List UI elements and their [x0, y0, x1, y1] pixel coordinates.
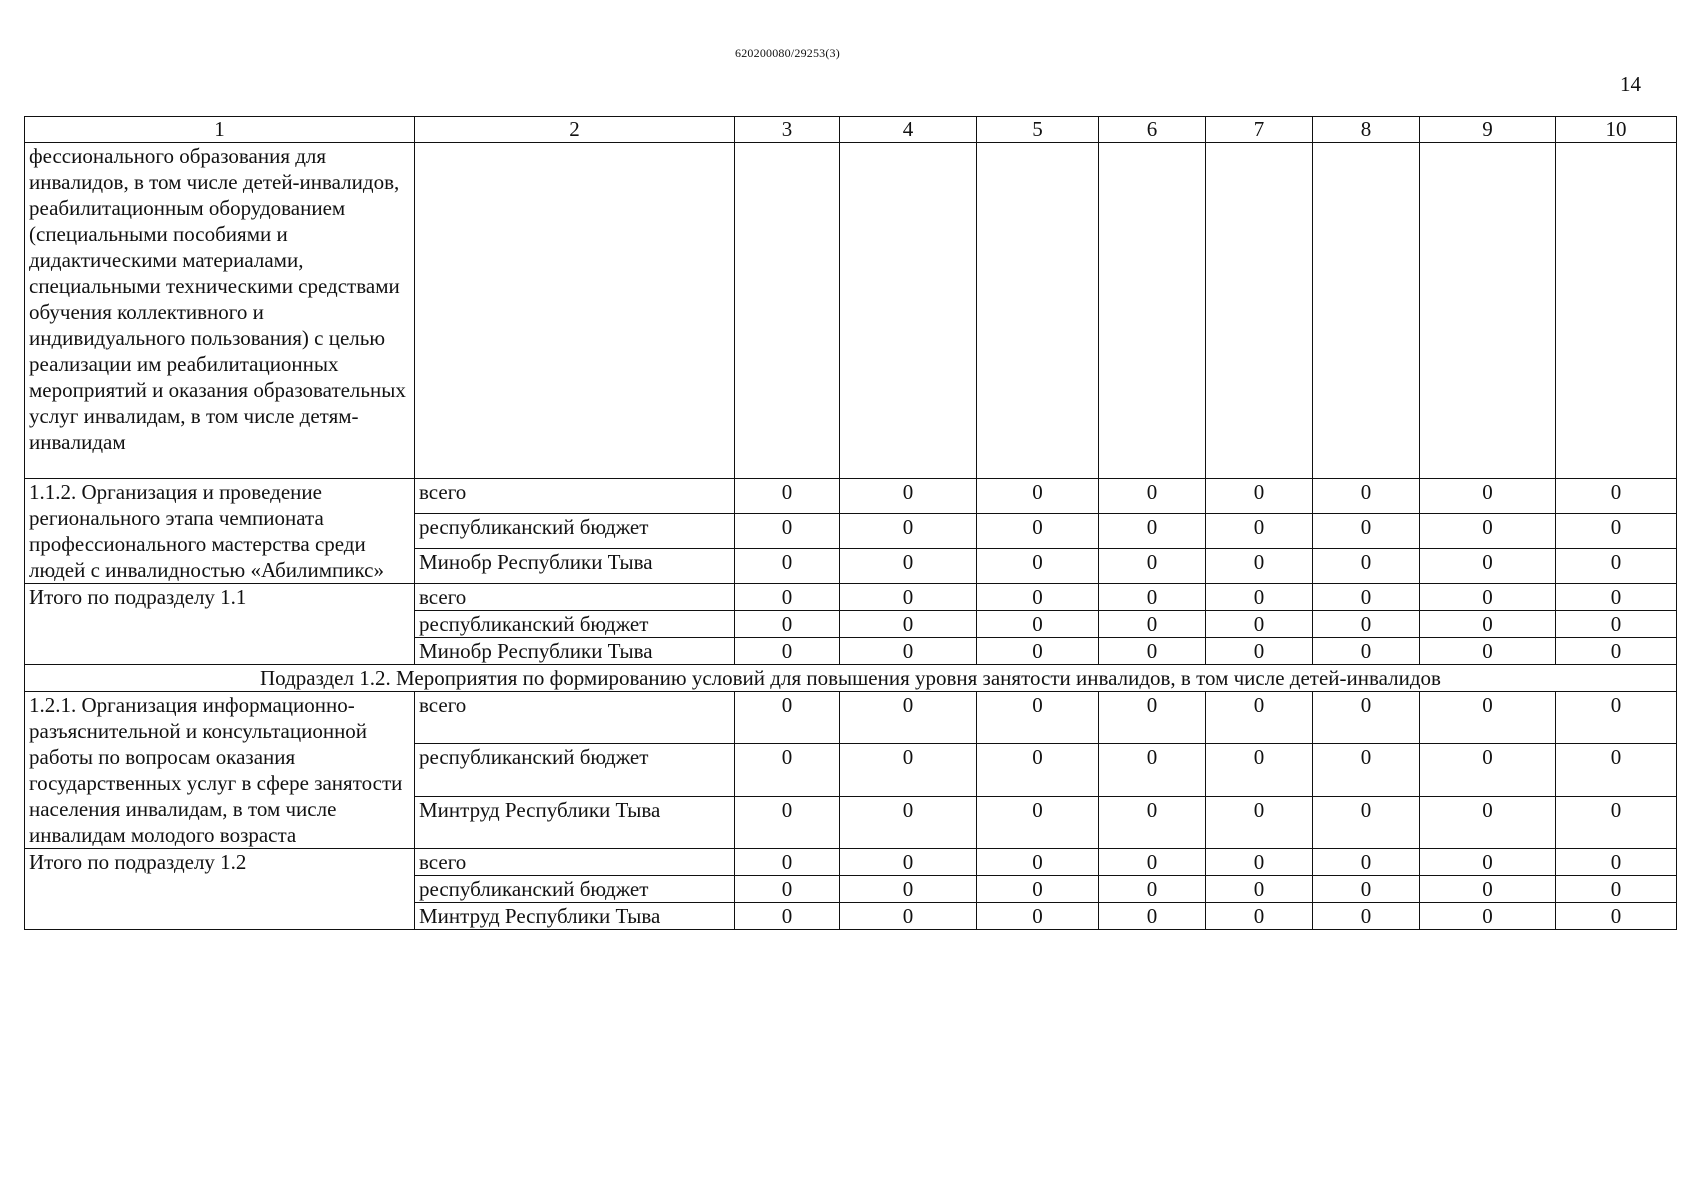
value-cell: 0 [1556, 479, 1677, 514]
value-cell: 0 [1313, 514, 1420, 549]
value-cell: 0 [1313, 849, 1420, 876]
value-cell: 0 [735, 744, 840, 796]
value-cell: 0 [1556, 876, 1677, 903]
value-cell: 0 [735, 611, 840, 638]
activity-name: Итого по подразделу 1.1 [25, 584, 415, 665]
value-cell: 0 [1313, 549, 1420, 584]
value-cell: 0 [1099, 479, 1206, 514]
column-number: 1 [25, 117, 415, 143]
empty-cell [415, 143, 735, 479]
value-cell: 0 [1313, 744, 1420, 796]
column-number: 9 [1420, 117, 1556, 143]
value-cell: 0 [1206, 611, 1313, 638]
value-cell: 0 [840, 903, 977, 930]
value-cell: 0 [977, 514, 1099, 549]
empty-cell [1099, 143, 1206, 479]
value-cell: 0 [1099, 549, 1206, 584]
value-cell: 0 [1556, 796, 1677, 848]
value-cell: 0 [1420, 692, 1556, 744]
funding-source: всего [415, 692, 735, 744]
value-cell: 0 [1556, 849, 1677, 876]
value-cell: 0 [977, 692, 1099, 744]
value-cell: 0 [1420, 796, 1556, 848]
value-cell: 0 [977, 549, 1099, 584]
funding-source: республиканский бюджет [415, 876, 735, 903]
value-cell: 0 [840, 584, 977, 611]
value-cell: 0 [1313, 611, 1420, 638]
empty-cell [1313, 143, 1420, 479]
page-number: 14 [1620, 72, 1641, 96]
value-cell: 0 [1099, 638, 1206, 665]
value-cell: 0 [1556, 611, 1677, 638]
empty-cell [1420, 143, 1556, 479]
activity-name: фессионального образования для инвалидов, в том числе детей-инвалидов, реабилитационным оборудованием (специальными пособиями и дидактическими материалами, специальными техническими средствами обучения коллективного и индивидуального пользования) с целью реализации им реабилитационных мероприятий и оказания образовательных услуг инвалидам, в том числе детям-инвалидам [25, 143, 415, 479]
value-cell: 0 [1313, 876, 1420, 903]
table-row [25, 143, 1677, 479]
value-cell: 0 [735, 692, 840, 744]
value-cell: 0 [1099, 876, 1206, 903]
value-cell: 0 [1099, 849, 1206, 876]
column-number: 5 [977, 117, 1099, 143]
value-cell: 0 [1556, 638, 1677, 665]
value-cell: 0 [1420, 876, 1556, 903]
value-cell: 0 [1313, 479, 1420, 514]
value-cell: 0 [1099, 611, 1206, 638]
table-row [25, 849, 1677, 876]
funding-source: всего [415, 479, 735, 514]
column-number: 4 [840, 117, 977, 143]
value-cell: 0 [1420, 514, 1556, 549]
value-cell: 0 [840, 849, 977, 876]
value-cell: 0 [735, 796, 840, 848]
activity-name: 1.2.1. Организация информационно-разъяснительной и консультационной работы по вопросам оказания государственных услуг в сфере занятости населения инвалидам, в том числе инвалидам молодого возраста [25, 692, 415, 849]
value-cell: 0 [1099, 692, 1206, 744]
value-cell: 0 [840, 611, 977, 638]
value-cell: 0 [1206, 849, 1313, 876]
value-cell: 0 [977, 584, 1099, 611]
value-cell: 0 [1099, 796, 1206, 848]
table-row [25, 692, 1677, 744]
value-cell: 0 [840, 796, 977, 848]
activity-name: Итого по подразделу 1.2 [25, 849, 415, 930]
activity-name: 1.1.2. Организация и проведение регионального этапа чемпионата профессионального мастерства среди людей с инвалидностью «Абилимпикс» [25, 479, 415, 584]
column-number: 10 [1556, 117, 1677, 143]
value-cell: 0 [735, 514, 840, 549]
empty-cell [977, 143, 1099, 479]
value-cell: 0 [1556, 903, 1677, 930]
document-id: 620200080/29253(3) [735, 46, 840, 60]
value-cell: 0 [1420, 549, 1556, 584]
column-number: 8 [1313, 117, 1420, 143]
value-cell: 0 [1206, 903, 1313, 930]
value-cell: 0 [1556, 514, 1677, 549]
value-cell: 0 [1206, 638, 1313, 665]
value-cell: 0 [1099, 514, 1206, 549]
value-cell: 0 [1556, 549, 1677, 584]
empty-cell [735, 143, 840, 479]
value-cell: 0 [977, 744, 1099, 796]
value-cell: 0 [1420, 479, 1556, 514]
column-number: 7 [1206, 117, 1313, 143]
value-cell: 0 [1313, 584, 1420, 611]
value-cell: 0 [840, 876, 977, 903]
value-cell: 0 [1556, 584, 1677, 611]
subsection-title: Подраздел 1.2. Мероприятия по формированию условий для повышения уровня занятости инвалидов, в том числе детей-инвалидов [25, 665, 1677, 692]
value-cell: 0 [1099, 584, 1206, 611]
empty-cell [840, 143, 977, 479]
value-cell: 0 [1099, 744, 1206, 796]
value-cell: 0 [977, 903, 1099, 930]
table-row [25, 584, 1677, 611]
value-cell: 0 [1420, 638, 1556, 665]
empty-cell [1206, 143, 1313, 479]
column-number: 6 [1099, 117, 1206, 143]
funding-source: Минтруд Республики Тыва [415, 796, 735, 848]
value-cell: 0 [1206, 479, 1313, 514]
value-cell: 0 [977, 849, 1099, 876]
funding-source: Минтруд Республики Тыва [415, 903, 735, 930]
value-cell: 0 [1206, 549, 1313, 584]
value-cell: 0 [840, 514, 977, 549]
empty-cell [1556, 143, 1677, 479]
funding-source: Минобр Республики Тыва [415, 549, 735, 584]
value-cell: 0 [1206, 584, 1313, 611]
value-cell: 0 [977, 638, 1099, 665]
value-cell: 0 [977, 796, 1099, 848]
value-cell: 0 [1556, 692, 1677, 744]
value-cell: 0 [1099, 903, 1206, 930]
value-cell: 0 [1420, 903, 1556, 930]
value-cell: 0 [735, 849, 840, 876]
value-cell: 0 [1420, 849, 1556, 876]
value-cell: 0 [977, 479, 1099, 514]
value-cell: 0 [840, 638, 977, 665]
value-cell: 0 [735, 549, 840, 584]
value-cell: 0 [1313, 692, 1420, 744]
funding-source: всего [415, 849, 735, 876]
value-cell: 0 [840, 549, 977, 584]
value-cell: 0 [840, 479, 977, 514]
value-cell: 0 [840, 744, 977, 796]
value-cell: 0 [735, 903, 840, 930]
value-cell: 0 [1420, 584, 1556, 611]
table-row [25, 479, 1677, 514]
value-cell: 0 [1313, 638, 1420, 665]
funding-source: всего [415, 584, 735, 611]
value-cell: 0 [735, 479, 840, 514]
value-cell: 0 [977, 876, 1099, 903]
value-cell: 0 [1420, 744, 1556, 796]
value-cell: 0 [977, 611, 1099, 638]
value-cell: 0 [1206, 796, 1313, 848]
value-cell: 0 [840, 692, 977, 744]
funding-source: республиканский бюджет [415, 744, 735, 796]
column-number: 3 [735, 117, 840, 143]
column-number-row [25, 117, 1677, 143]
value-cell: 0 [1313, 903, 1420, 930]
budget-table [24, 116, 1677, 930]
value-cell: 0 [1206, 876, 1313, 903]
value-cell: 0 [1313, 796, 1420, 848]
value-cell: 0 [1206, 692, 1313, 744]
subsection-row [25, 665, 1677, 692]
column-number: 2 [415, 117, 735, 143]
value-cell: 0 [1420, 611, 1556, 638]
value-cell: 0 [1206, 514, 1313, 549]
value-cell: 0 [735, 584, 840, 611]
funding-source: Минобр Республики Тыва [415, 638, 735, 665]
value-cell: 0 [1556, 744, 1677, 796]
funding-source: республиканский бюджет [415, 611, 735, 638]
funding-source: республиканский бюджет [415, 514, 735, 549]
value-cell: 0 [1206, 744, 1313, 796]
value-cell: 0 [735, 638, 840, 665]
value-cell: 0 [735, 876, 840, 903]
